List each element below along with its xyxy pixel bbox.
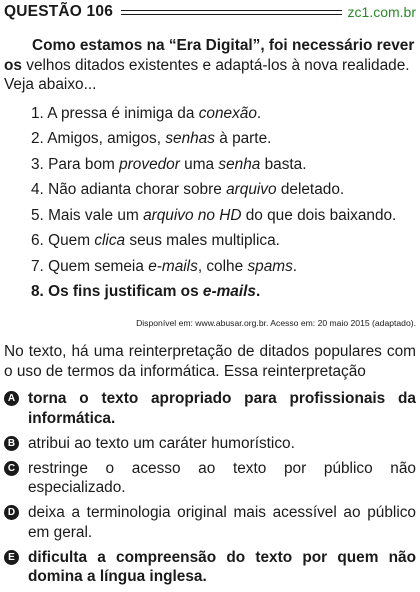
option-text: torna o texto apropriado para profissionais da informática.: [28, 390, 416, 427]
option-letter-badge: C: [4, 461, 19, 476]
source-citation: Disponível em: www.abusar.org.br. Acesso em: 20 maio 2015 (adaptado).: [136, 318, 416, 328]
option-a[interactable]: [4, 389, 416, 428]
passage-intro: [4, 36, 416, 95]
option-letter-badge: D: [4, 505, 19, 520]
saying-item: 2. Amigos, amigos, senhas à parte.: [31, 130, 272, 147]
saying-item: 1. A pressa é inimiga da conexão.: [31, 104, 262, 122]
saying-item: 5. Mais vale um arquivo no HD do que dois baixando.: [31, 206, 397, 224]
option-b[interactable]: [4, 434, 416, 454]
question-header: [4, 2, 416, 22]
option-c[interactable]: [4, 459, 416, 498]
sayings-list: [4, 101, 416, 305]
option-text: atribui ao texto um caráter humorístico.: [28, 434, 295, 452]
option-text: deixa a terminologia original mais acessível ao público em geral.: [28, 504, 416, 541]
option-letter-badge: B: [4, 436, 19, 451]
site-watermark: zc1.com.br: [347, 4, 416, 20]
saying-item: 8. Os fins justificam os e-mails.: [31, 283, 261, 300]
question-number: QUESTÃO 106: [4, 3, 114, 20]
text-passage: [4, 36, 416, 305]
option-e[interactable]: [4, 548, 416, 587]
option-text: restringe o acesso ao texto por público não especializado.: [28, 459, 416, 496]
saying-item: 4. Não adianta chorar sobre arquivo deletado.: [31, 181, 345, 198]
question-stem: No texto, há uma reinterpretação de ditados populares com o uso de termos da informática. Essa reinterpretação: [4, 343, 416, 380]
option-text: dificulta a compreensão do texto por quem não domina a língua inglesa.: [28, 548, 416, 585]
option-d[interactable]: [4, 503, 416, 542]
saying-item: 6. Quem clica seus males multiplica.: [31, 232, 280, 249]
option-letter-badge: E: [4, 550, 19, 565]
saying-item: 3. Para bom provedor uma senha basta.: [31, 155, 307, 173]
header-divider: [121, 10, 342, 15]
option-letter-badge: A: [4, 391, 19, 406]
passage-intro-rest: velhos ditados existentes e adaptá-los à nova realidade. Veja abaixo...: [4, 56, 410, 93]
passage-intro-lead: Como estamos na “Era Digital”, foi necessário rever os: [4, 37, 415, 74]
saying-item: 7. Quem semeia e-mails, colhe spams.: [31, 257, 298, 275]
answer-options: [4, 389, 416, 592]
